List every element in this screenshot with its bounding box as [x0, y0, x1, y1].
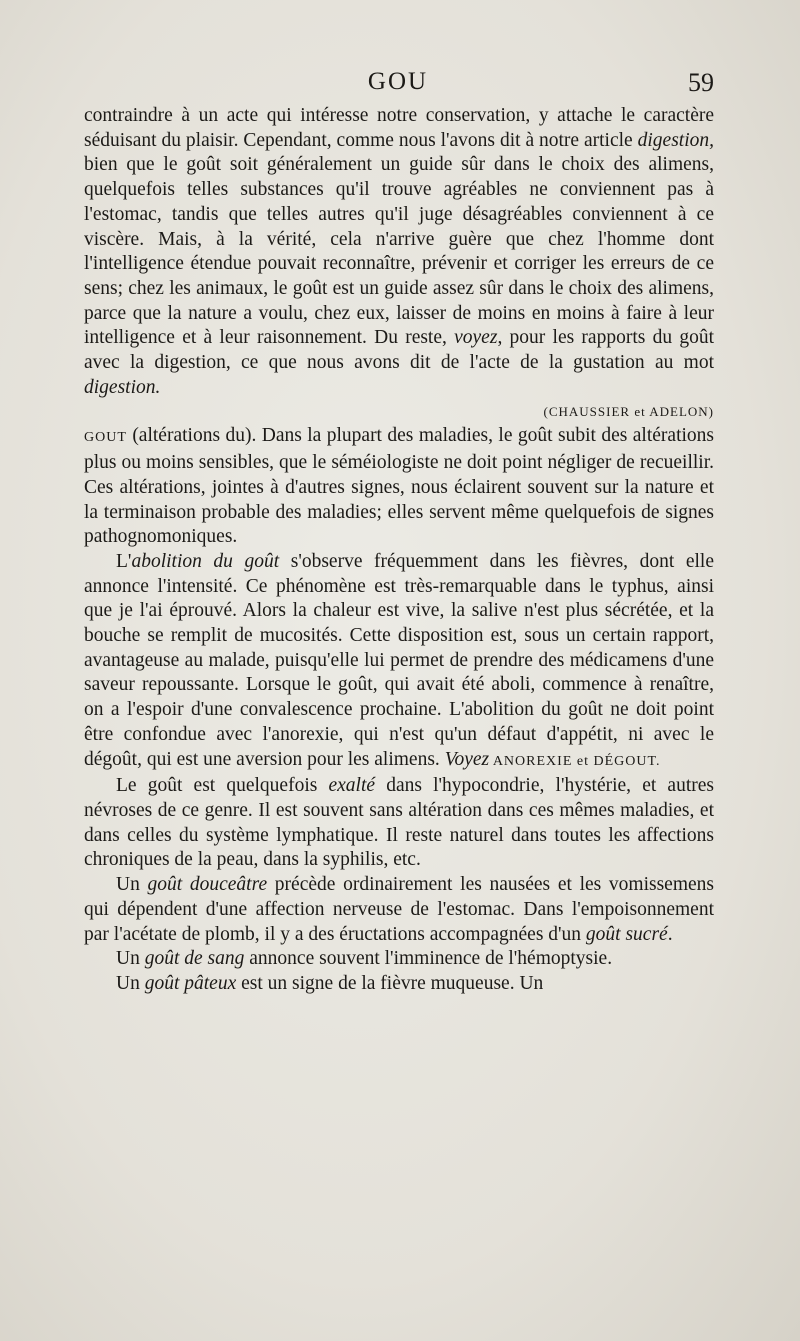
term: goût douceâtre	[147, 874, 268, 896]
term: goût pâteux	[144, 972, 237, 994]
paragraph-douceatre	[84, 873, 714, 947]
page-number: 59	[688, 68, 714, 97]
text-run: Un	[116, 874, 148, 896]
text-run: précède ordinairement les nausées et les vomissemens qui dépendent d'une affection nerveuse de l'estomac. Dans l'empoisonnement par l'acétate de plomb, il y a des éructations accompagnées d'un	[84, 874, 714, 945]
text-run: (altérations du). Dans la plupart des maladies, le goût subit des altérations plus ou moins sensibles, que le séméiologiste ne doit point négliger de recueillir. Ces altérations, jointes à d'autres signes, nous éclairent souvent sur la nature et la terminaison probable des maladies; elles servent même quelquefois de signes pathognomoniques.	[84, 425, 714, 548]
paragraph-exalte	[84, 774, 714, 873]
cross-reference: ANOREXIE et DÉGOUT.	[489, 753, 661, 769]
term: abolition du goût	[131, 550, 280, 572]
text-run: Le goût est quelquefois	[116, 775, 329, 797]
page-header	[82, 68, 714, 102]
author-signature: (CHAUSSIER et ADELON)	[543, 404, 714, 420]
paragraph-digestion	[84, 104, 714, 400]
text-run: s'observe fréquemment dans les fièvres, dont elle annonce l'intensité. Ce phénomène est très-remarquable dans le typhus, ainsi que je l'ai éprouvé. Alors la chaleur est vive, la salive n'est plus sécrétée, et la bouche se remplit de mucosités. Cette disposition est, sous un certain rapport, avantageuse au malade, puisqu'elle lui permet de prendre des médicamens d'une saveur repoussante. Lorsque le goût, qui avait été aboli, commence à renaître, on a l'espoir d'une convalescence prochaine. L'abolition du goût ne doit point être confondue avec l'anorexie, qui n'est qu'un défaut d'appétit, ni avec le dégoût, qui est une aversion pour les alimens.	[84, 550, 714, 770]
text-run: .	[667, 923, 673, 945]
text-run: Un	[116, 972, 145, 994]
running-head: GOU	[367, 68, 429, 95]
text-run: Un	[116, 948, 145, 970]
text-run: dans l'hypocondrie, l'hystérie, et autres névroses de ce genre. Il est souvent sans altération dans ces mêmes maladies, et dans celles du système lymphatique. Il reste naturel dans toutes les affections chroniques de la peau, dans la syphilis, etc.	[84, 775, 714, 871]
term: exalté	[328, 775, 376, 797]
text-run: est un signe de la fièvre muqueuse. Un	[236, 972, 544, 994]
paragraph-pateux	[84, 972, 714, 997]
text-run: L'	[116, 550, 132, 572]
text-run: annonce souvent l'imminence de l'hémoptysie.	[244, 948, 613, 970]
voyez-word: Voyez	[444, 748, 490, 770]
text-run: , pour les rapports du goût avec la digestion, ce que nous avons dit de l'acte de la gustation au mot	[84, 327, 714, 374]
text-run: contraindre à un acte qui intéresse notre conservation, y attache le caractère séduisant du plaisir. Cependant, comme nous l'avons dit à notre article	[84, 105, 714, 151]
text-run: bien que le goût soit généralement un guide sûr dans le choix des alimens, quelquefois telles substances qu'il trouve agréables ne conviennent pas à l'estomac, tandis que telles autres qu'il juge désagréables conviennent à ce viscère. Mais, à la vérité, cela n'arrive guère que chez l'homme dont l'intelligence étendue pouvait reconnaître, prévenir et corriger les erreurs de ce sens; chez les animaux, le goût est un guide assez sûr dans le choix des alimens, parce que la nature a voulu, chez eux, laisser de moins en moins à faire à leur intelligence et à leur raisonnement. Du reste,	[84, 154, 714, 349]
body-text	[84, 104, 714, 997]
cross-reference: digestion.	[84, 376, 161, 398]
voyez-word: voyez	[454, 327, 498, 349]
term: goût sucré	[585, 923, 668, 945]
paragraph-alterations-intro	[84, 424, 714, 550]
paragraph-abolition	[84, 550, 714, 774]
paragraph-sang	[84, 947, 714, 972]
headword: GOUT	[84, 430, 127, 446]
cross-reference: digestion,	[637, 129, 714, 151]
term: goût de sang	[144, 948, 245, 970]
